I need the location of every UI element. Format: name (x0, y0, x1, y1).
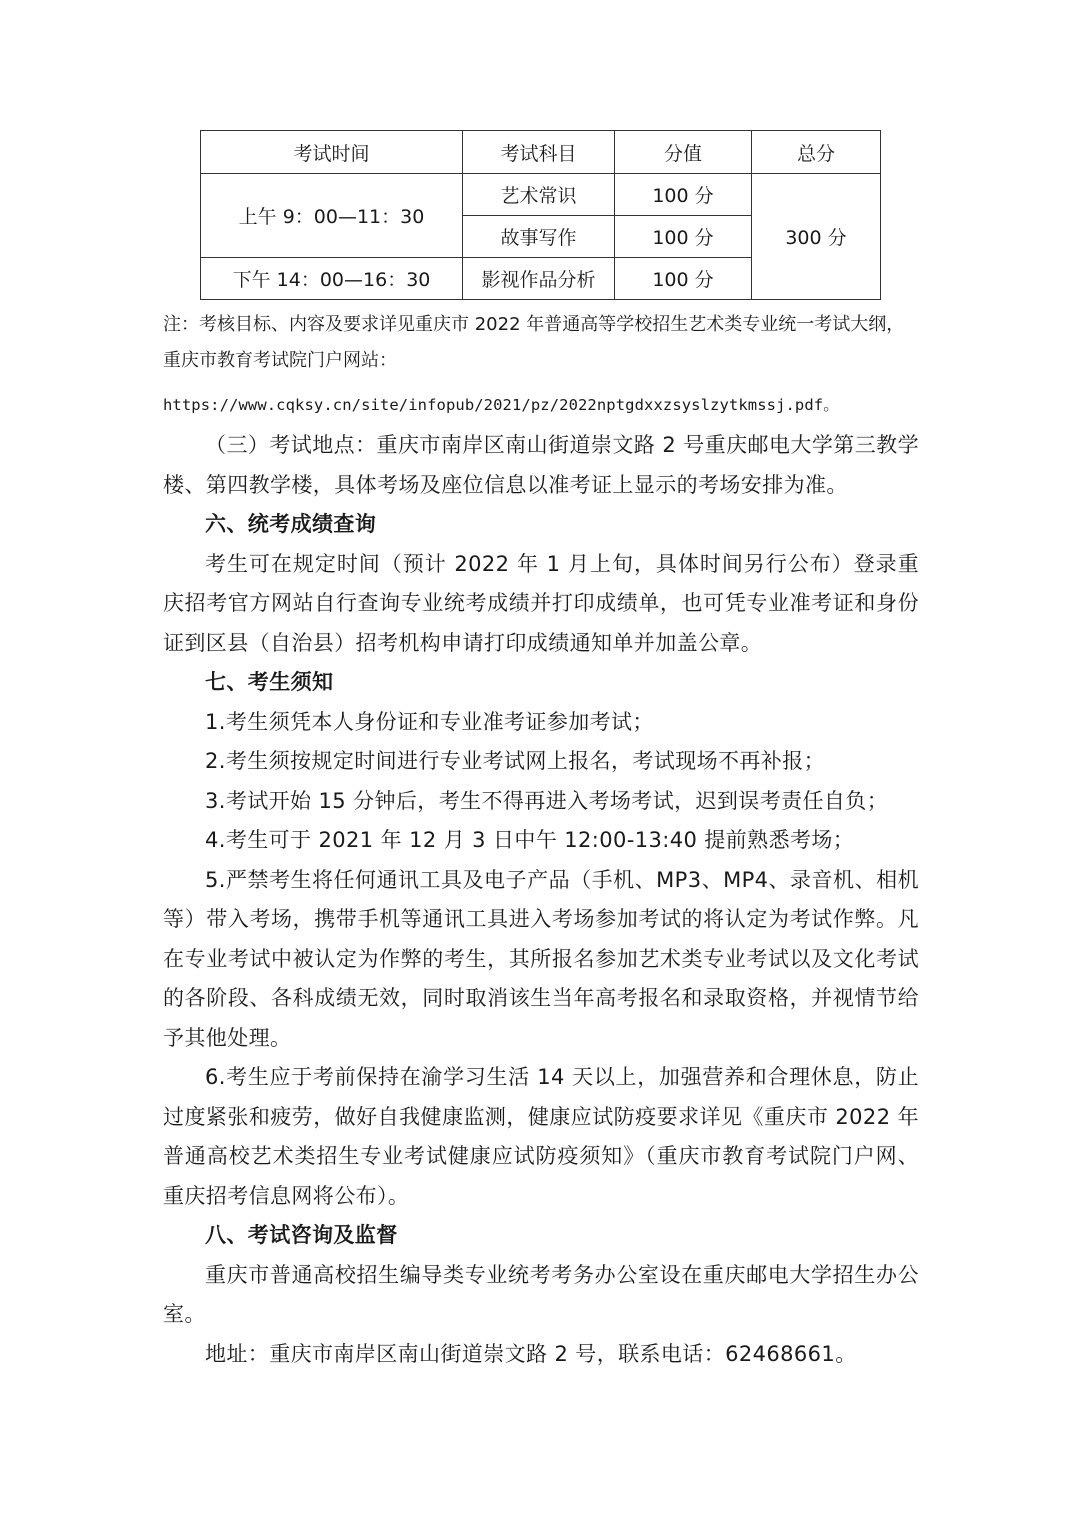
notice-item-1: 1.考生须凭本人身份证和专业准考证参加考试； (205, 709, 654, 734)
morning-time-cell: 上午 9：00—11：30 (201, 174, 463, 258)
note-line-1: 注：考核目标、内容及要求详见重庆市 2022 年普通高等学校招生艺术类专业统一考试大纲， (163, 314, 905, 335)
contact-address-paragraph: 地址：重庆市南岸区南山街道崇文路 2 号，联系电话：62468661。 (205, 1341, 857, 1366)
exam-location-paragraph: （三）考试地点：重庆市南岸区南山街道崇文路 2 号重庆邮电大学第三教学楼、第四教学楼，具体考场及座位信息以准考证上显示的考场安排为准。 (163, 433, 919, 497)
notice-item-4: 4.考生可于 2021 年 12 月 3 日中午 12:00-13:40 提前熟悉考场； (205, 828, 855, 852)
score-cell: 100 分 (615, 216, 752, 258)
section-heading-score-query: 六、统考成绩查询 (205, 512, 377, 536)
section-heading-consultation: 八、考试咨询及监督 (205, 1223, 398, 1247)
subject-cell: 影视作品分析 (463, 258, 615, 300)
header-score: 分值 (615, 131, 752, 174)
header-exam-time: 考试时间 (201, 131, 463, 174)
table-row (201, 174, 881, 216)
notice-item-3: 3.考试开始 15 分钟后，考生不得再进入考场考试，迟到误考责任自负； (205, 788, 889, 813)
body-text (163, 426, 919, 1374)
score-query-paragraph: 考生可在规定时间（预计 2022 年 1 月上旬，具体时间另行公布）登录重庆招考官方网站自行查询专业统考成绩并打印成绩单，也可凭专业准考证和身份证到区县（自治县）招考机构申请打印成绩通知单并加盖公章。 (163, 551, 919, 655)
syllabus-url-link[interactable]: https://www.cqksy.cn/site/infopub/2021/pz/2022nptgdxxzsyslzytkmssj.pdf。 (163, 396, 839, 414)
subject-cell: 故事写作 (463, 216, 615, 258)
notice-item-2: 2.考生须按规定时间进行专业考试网上报名，考试现场不再补报； (205, 749, 826, 773)
afternoon-time-cell: 下午 14：00—16：30 (201, 258, 463, 300)
consultation-paragraph: 重庆市普通高校招生编导类专业统考考务办公室设在重庆邮电大学招生办公室。 (163, 1262, 919, 1326)
header-total: 总分 (752, 131, 881, 174)
score-cell: 100 分 (615, 258, 752, 300)
note-line-2: 重庆市教育考试院门户网站： (163, 350, 397, 371)
table-note (163, 307, 943, 379)
total-score-cell: 300 分 (752, 174, 881, 300)
table-header-row (201, 131, 881, 174)
exam-schedule-table (200, 130, 881, 300)
header-exam-subject: 考试科目 (463, 131, 615, 174)
subject-cell: 艺术常识 (463, 174, 615, 216)
section-heading-candidate-notice: 七、考生须知 (205, 670, 334, 694)
notice-item-5: 5.严禁考生将任何通讯工具及电子产品（手机、MP3、MP4、录音机、相机等）带入考场，携带手机等通讯工具进入考场参加考试的将认定为考试作弊。凡在专业考试中被认定为作弊的考生，其所报名参加艺术类专业考试以及文化考试的各阶段、各科成绩无效，同时取消该生当年高考报名和录取资格，并视情节给予其他处理。 (163, 867, 919, 1050)
notice-item-6: 6.考生应于考前保持在渝学习生活 14 天以上，加强营养和合理休息，防止过度紧张和疲劳，做好自我健康监测，健康应试防疫要求详见《重庆市 2022 年普通高校艺术类招生专业考试健康应试防疫须知》（重庆市教育考试院门户网、重庆招考信息网将公布）。 (163, 1065, 919, 1208)
score-cell: 100 分 (615, 174, 752, 216)
